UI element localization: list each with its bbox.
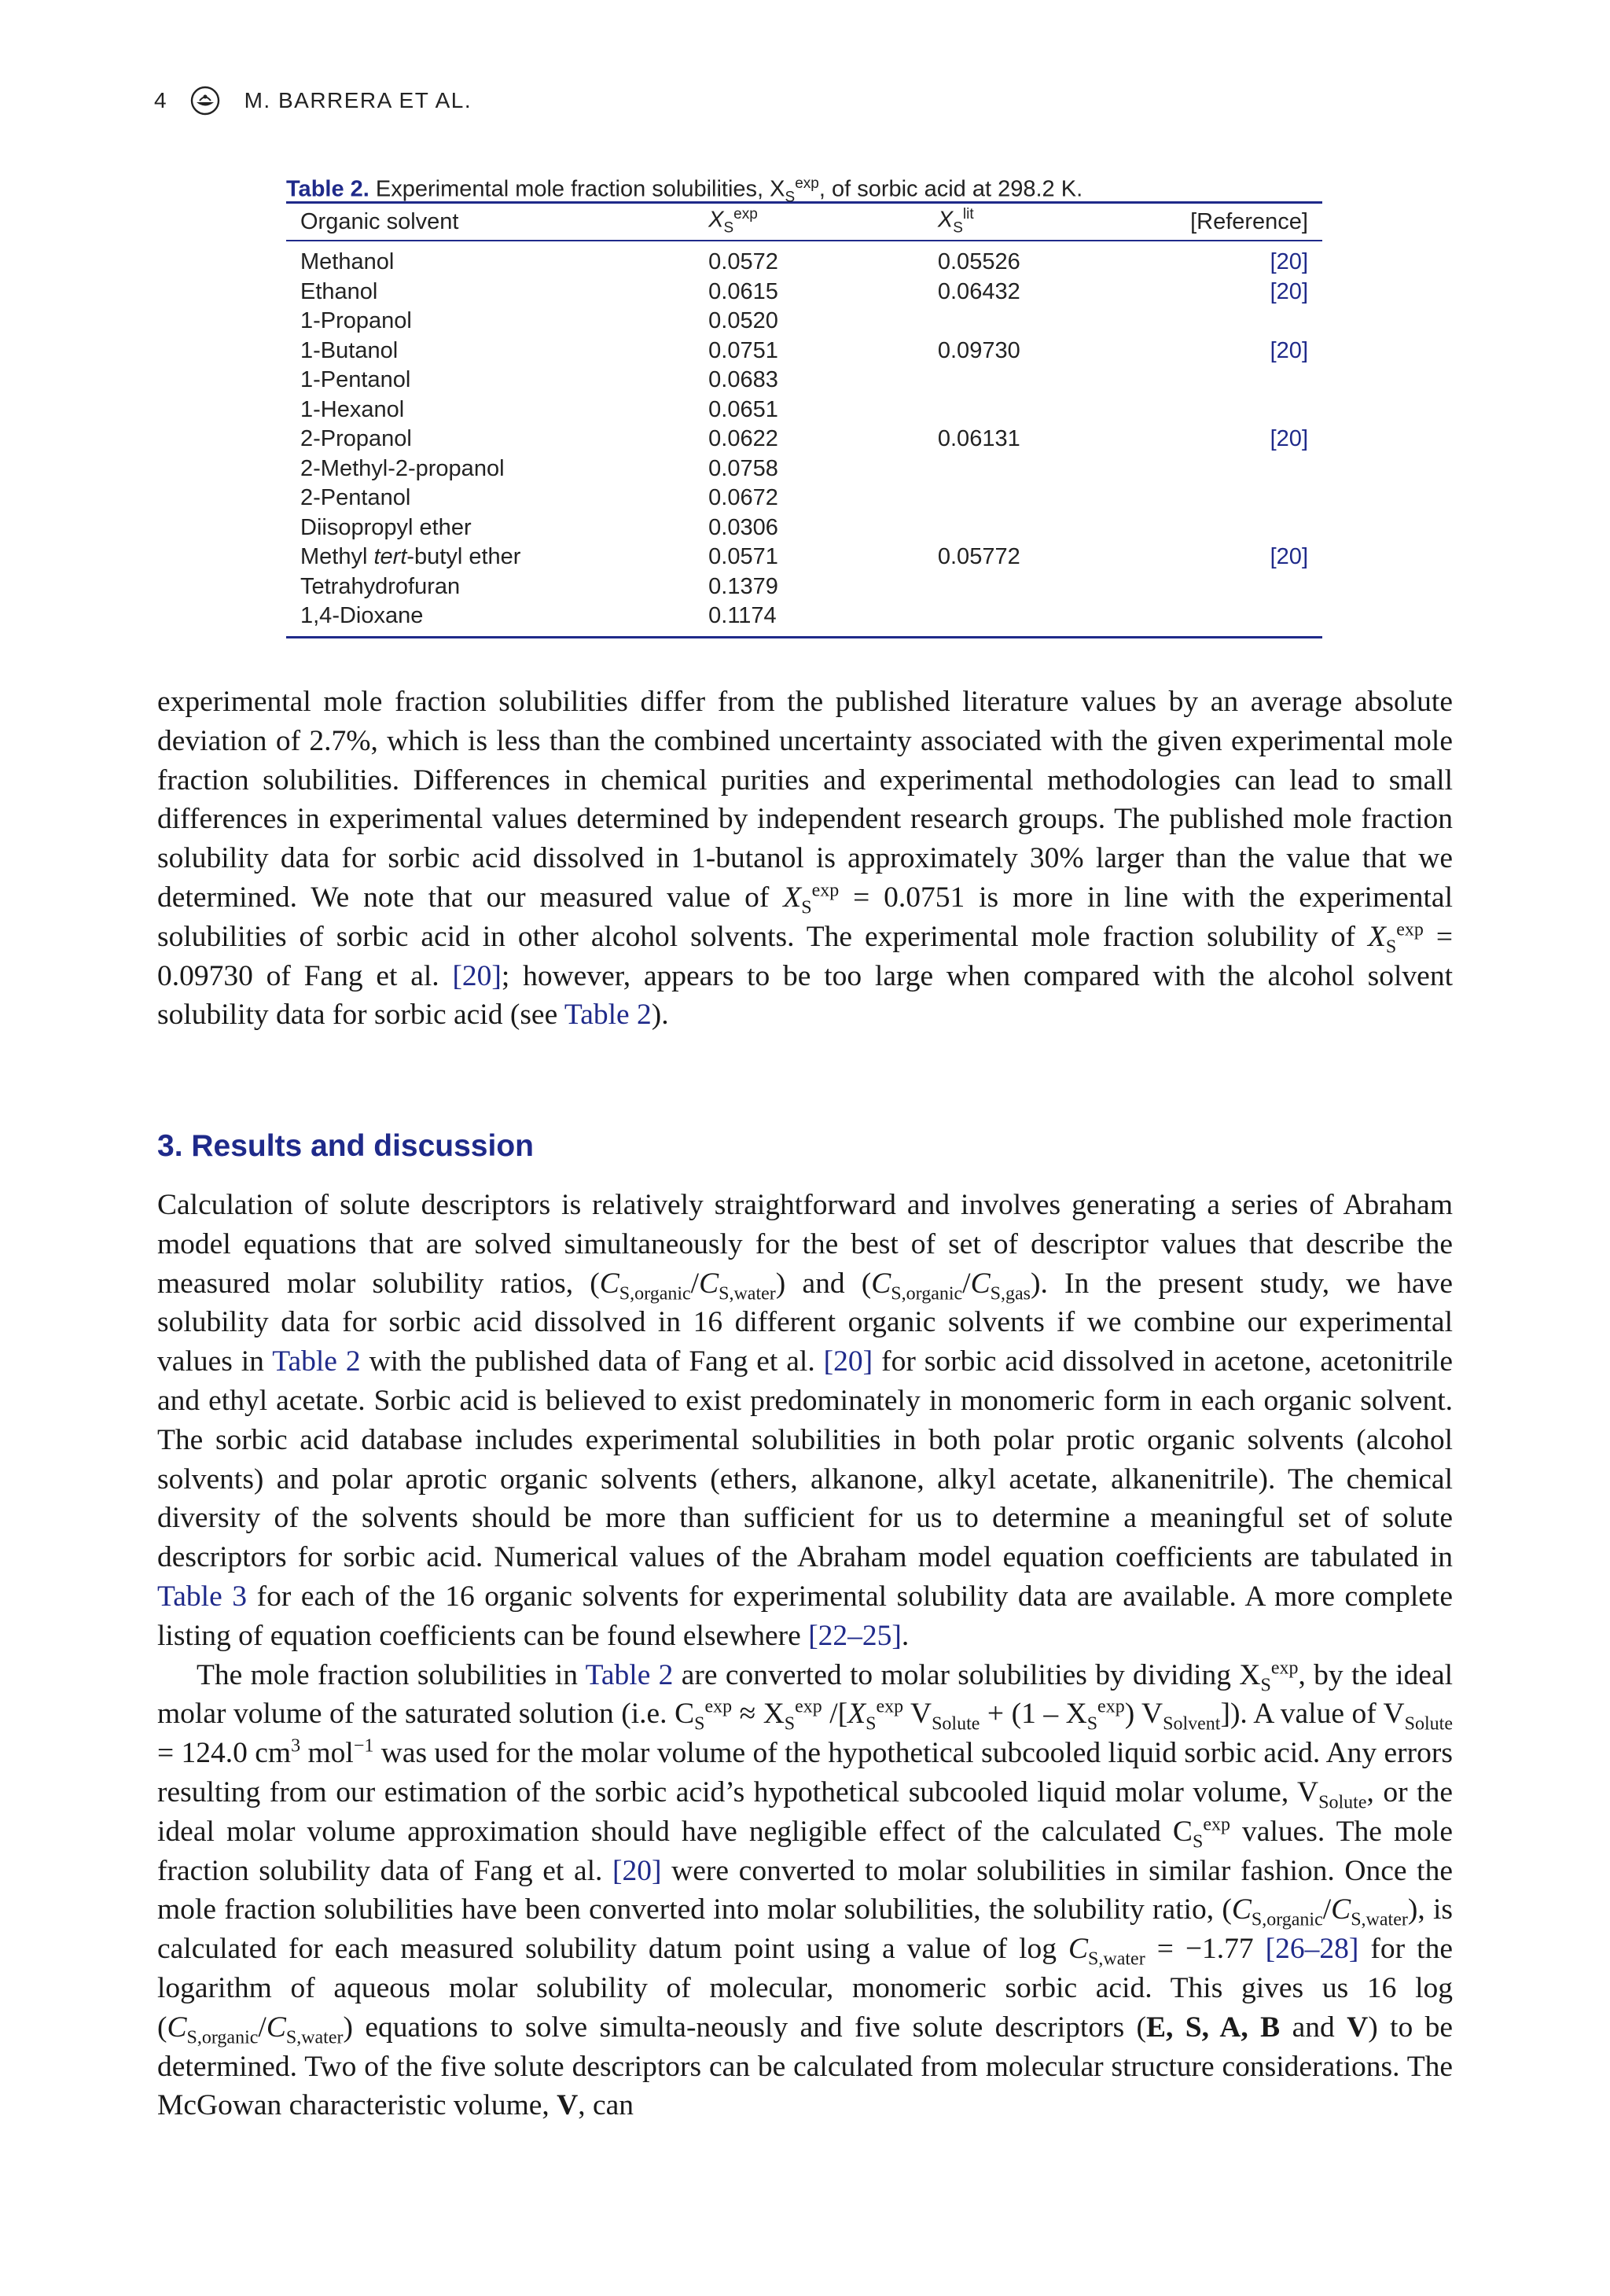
table-row: 1-Hexanol 0.0651: [300, 396, 778, 422]
table-row: Ethanol 0.0615 0.06432 [20]: [300, 278, 1308, 304]
table-row: 2-Methyl-2-propanol 0.0758: [300, 455, 778, 481]
paragraph-comparison: experimental mole fraction solubilities differ from the published literature values by an average absolute deviation of 2.7%, which is less than the combined uncertainty associated with the given experimental mole fraction solubilities. Differences in chemical purities and experimental methodologies can lead to small differences in experimental values determined by independent research groups. The published mole fraction solubility data for sorbic acid dissolved in 1-butanol is approximately 30% larger than the value that we determined. We note that our measured value of $X_S^{exp} = 0.0751$ is more in line with the experimental solubilities of sorbic acid in other alcohol solvents. The experimental mole fraction solubility of $X_S^{exp} = 0.09730$ of Fang et al. [20]; however, appears to be too large when compared with the alcohol solvent solubility data for sorbic acid (see Table 2).: [157, 686, 1453, 1032]
table-2-link[interactable]: Table 2: [272, 1345, 361, 1378]
table-row: 2-Pentanol 0.0672: [300, 485, 778, 510]
page-number: 4: [154, 88, 167, 112]
header-xs-lit: $X_S^{lit}$: [937, 206, 974, 237]
table-label: Table 2.: [286, 176, 369, 202]
reference-link[interactable]: [20]: [452, 959, 502, 992]
paragraph-results: Calculation of solute descriptors is relatively straightforward and involves generating a series of Abraham model equations that are solved simultaneously for the best of set of descriptor values that describe the measured molar solubility ratios, $(C_{S,organic}/C_{S,water})$ and $(C_{S,organic}/C_{S,gas})$. In the present study, we have solubility data for sorbic acid dissolved in 16 different organic solvents if we combine our experimental values in Table 2 with the published data of Fang et al. [20] for sorbic acid dissolved in acetone, acetonitrile and ethyl acetate. Sorbic acid is believed to exist predominately in monomeric form in each organic solvent. The sorbic acid database includes experimental solubilities in both polar protic organic solvents (alcohol solvents) and polar aprotic organic solvents (ethers, alkanone, alkyl acetate, alkanenitrile). The chemical diversity of the solvents should be more than sufficient for us to determine a meaningful set of solute descriptors for sorbic acid. Numerical values of the Abraham model equation coefficients are tabulated in Table 3 for each of the 16 organic solvents for experimental solubility data are available. A more complete listing of equation coefficients can be found elsewhere [22–25]. The mole fraction solubilities in Table 2 are converted to molar solubilities by dividing $X_S^{exp}$, by the ideal molar volume of the saturated solution (i.e. $C_S^{exp} \approx X_S^{exp}$ $/[X_S^{exp}$ $V_{Solute} + (1 - X_S^{exp})$ $V_{Solvent}$]). A value of $V_{Solute} = 124.0$ $cm^3$ mol$^{-1}$ was used for the molar volume of the hypothetical subcooled liquid sorbic acid. Any errors resulting from our estimation of the sorbic acid’s hypothetical subcooled liquid molar volume, $V_{Solute}$, or the ideal molar volume approximation should have negligible effect of the calculated $C_S^{exp}$ values. The mole fraction solubility data of Fang et al. [20] were converted to molar solubilities in similar fashion. Once the mole fraction solubilities have been converted into molar solubilities, the solubility ratio, $(C_{S,organic}/C_{S,water})$, is calculated for each measured solubility datum point using a value of $\log C_{S,water} = -1.77$ [26–28] for the logarithm of aqueous molar solubility of molecular, monomeric sorbic acid. This gives us 16 $\log (C_{S,organic}/C_{S,water})$ equations to solve simulta-neously and five solute descriptors (E, S, A, B and V) to be determined. Two of the five solute descriptors can be calculated from molecular structure considerations. The McGowan characteristic volume, V, can: [157, 1186, 1453, 2125]
reference-link[interactable]: [26–28]: [1265, 1933, 1359, 1966]
table-row: 1-Butanol 0.0751 0.09730 [20]: [300, 337, 1308, 363]
reference-link[interactable]: [20]: [823, 1345, 873, 1378]
table-row: Tetrahydrofuran 0.1379: [300, 573, 778, 599]
table-row: 1-Pentanol 0.0683: [300, 367, 778, 392]
header-xs-exp: $X_S^{exp}$: [708, 206, 758, 237]
table-row: Methanol 0.0572 0.05526 [20]: [300, 249, 1308, 274]
reference-link[interactable]: [20]: [1270, 249, 1308, 274]
table-row: Methyl tert-butyl ether 0.0571 0.05772 [20]: [300, 544, 1308, 569]
table-row: Diisopropyl ether 0.0306: [300, 514, 778, 540]
reference-link[interactable]: [20]: [1270, 426, 1308, 451]
running-authors: M. BARRERA ET AL.: [244, 88, 472, 112]
reference-link[interactable]: [20]: [612, 1854, 662, 1887]
reference-link[interactable]: [20]: [1270, 337, 1308, 363]
solubility-table: [286, 201, 1322, 638]
header-reference: [Reference]: [1190, 208, 1308, 234]
journal-logo-icon: [189, 85, 221, 116]
header-solvent: Organic solvent: [300, 208, 459, 234]
reference-link[interactable]: [22–25]: [808, 1619, 902, 1652]
table-2-link[interactable]: Table 2: [564, 999, 652, 1032]
reference-link[interactable]: [20]: [1270, 544, 1308, 569]
table-row: 1-Propanol 0.0520: [300, 308, 778, 333]
table-2-link[interactable]: Table 2: [585, 1658, 674, 1691]
table-caption: Table 2. Experimental mole fraction solubilities, $X_S^{exp}$, of sorbic acid at 298.2 K.: [286, 175, 1083, 206]
section-heading: 3. Results and discussion: [157, 1129, 534, 1163]
running-header: [154, 85, 472, 116]
table-2: [286, 167, 1322, 638]
table-row: 1,4-Dioxane 0.1174: [286, 602, 1322, 637]
table-header-row: [286, 203, 1322, 241]
table-3-link[interactable]: Table 3: [157, 1580, 248, 1613]
table-row: 2-Propanol 0.0622 0.06131 [20]: [300, 426, 1308, 451]
reference-link[interactable]: [20]: [1270, 278, 1308, 304]
paragraph-conversion: The mole fraction solubilities in Table 2 are converted to molar solubilities by dividing $X_S^{exp}$, by the ideal molar volume of the saturated solution (i.e. $C_S^{exp} \approx X_S^{exp}$ $/[X_S^{exp}$ $V_{Solute} + (1 - X_S^{exp})$ $V_{Solvent}$]). A value of $V_{Solute} = 124.0$ $cm^3$ mol$^{-1}$ was used for the molar volume of the hypothetical subcooled liquid sorbic acid. Any errors resulting from our estimation of the sorbic acid’s hypothetical subcooled liquid molar volume, $V_{Solute}$, or the ideal molar volume approximation should have negligible effect of the calculated $C_S^{exp}$ values. The mole fraction solubility data of Fang et al. [20] were converted to molar solubilities in similar fashion. Once the mole fraction solubilities have been converted into molar solubilities, the solubility ratio, $(C_{S,organic}/C_{S,water})$, is calculated for each measured solubility datum point using a value of $\log C_{S,water} = -1.77$ [26–28] for the logarithm of aqueous molar solubility of molecular, monomeric sorbic acid. This gives us 16 $\log (C_{S,organic}/C_{S,water})$ equations to solve simulta-neously and five solute descriptors (E, S, A, B and V) to be determined. Two of the five solute descriptors can be calculated from molecular structure considerations. The McGowan characteristic volume, V, can: [157, 1658, 1454, 2122]
